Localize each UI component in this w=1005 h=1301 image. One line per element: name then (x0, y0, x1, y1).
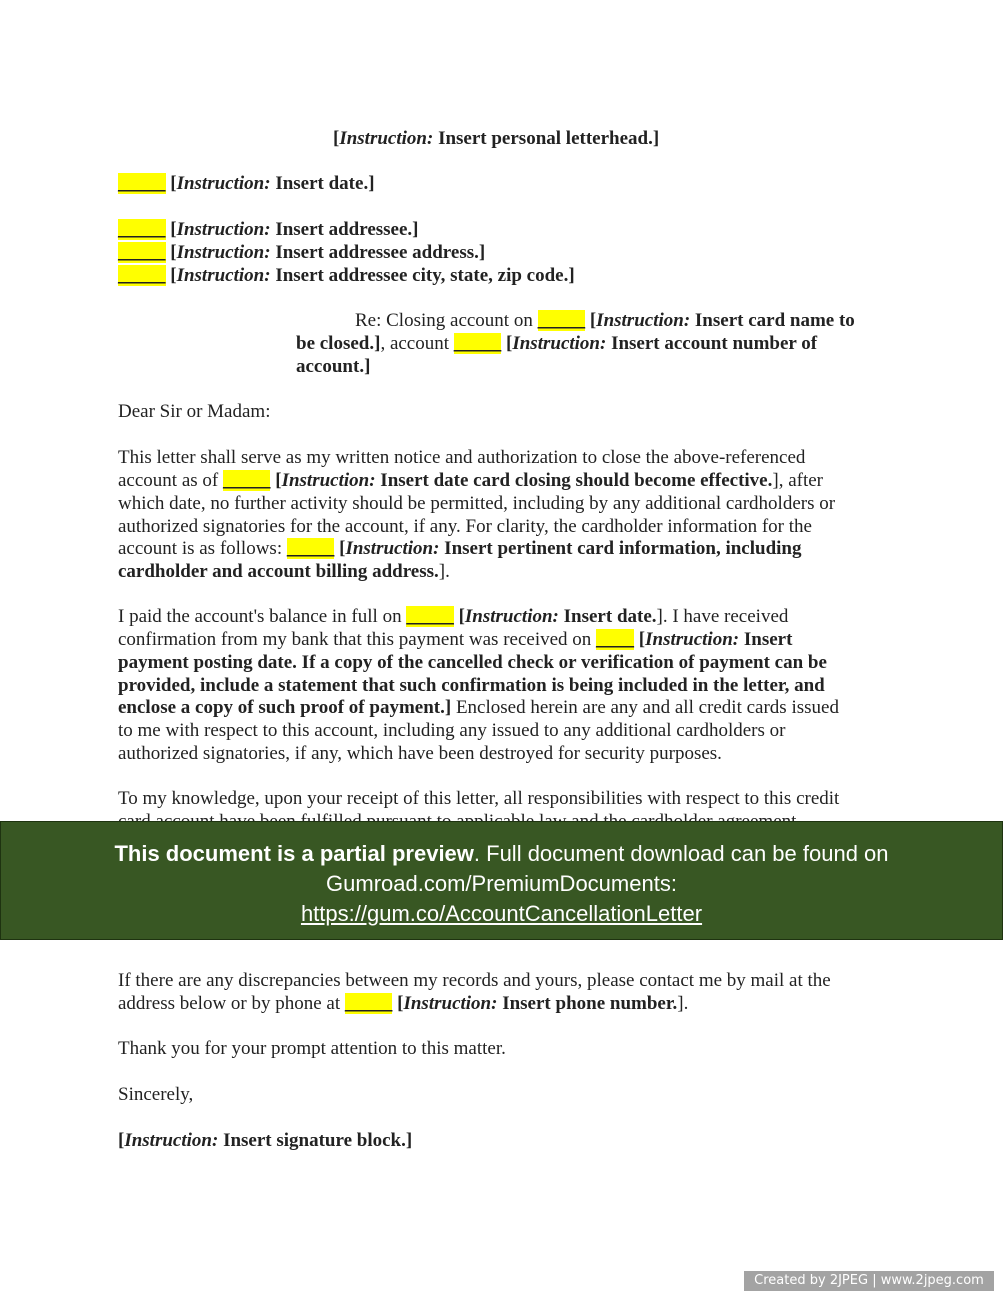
preview-banner (0, 821, 1003, 940)
banner-line-1: This document is a partial preview. Full document download can be found on (114, 841, 889, 866)
p3-line: To my knowledge, upon your receipt of this letter, all responsibilities with respect to this credit (118, 788, 840, 809)
banner-line-2: Gumroad.com/PremiumDocuments: (326, 871, 677, 896)
re-line-1: Re: Closing account on _____ [Instruction: Insert card name to (355, 310, 855, 331)
closing-line: Sincerely, (118, 1084, 194, 1105)
watermark: Created by 2JPEG | www.2jpeg.com (744, 1271, 994, 1291)
p2-line: confirmation from my bank that this payment was received on ____ [Instruction: Insert (118, 629, 793, 650)
p2-line: enclose a copy of such proof of payment.] Enclosed herein are any and all credit cards issued (118, 697, 839, 718)
p1-line: cardholder and account billing address.]. (118, 561, 450, 582)
re-line-2: be closed.], account _____ [Instruction: Insert account number of (296, 333, 818, 354)
p1-line: account is as follows: _____ [Instruction: Insert pertinent card information, including (118, 538, 802, 559)
salutation: Dear Sir or Madam: (118, 401, 271, 422)
date-line: _____ [Instruction: Insert date.] (118, 173, 375, 194)
p2-line: authorized signatories, if any, which have been destroyed for security purposes. (118, 743, 722, 764)
p2-line: provided, include a statement that such confirmation is being included in the letter, and (118, 675, 825, 696)
p2-line: I paid the account's balance in full on _____ [Instruction: Insert date.]. I have received (118, 606, 789, 627)
p2-line: payment posting date. If a copy of the cancelled check or verification of payment can be (118, 652, 827, 673)
p4-line: If there are any discrepancies between my records and yours, please contact me by mail at the (118, 970, 831, 991)
re-line-3: account.] (296, 356, 371, 377)
date-blank: _____ (118, 173, 166, 194)
letterhead-instruction: [Instruction: Insert personal letterhead.] (333, 128, 660, 149)
addressee-address-line: _____ [Instruction: Insert addressee address.] (118, 242, 486, 263)
addressee-city-line: _____ [Instruction: Insert addressee city, state, zip code.] (118, 265, 575, 286)
addressee-line: _____ [Instruction: Insert addressee.] (118, 219, 419, 240)
thanks-line: Thank you for your prompt attention to this matter. (118, 1038, 506, 1059)
p1-line: account as of _____ [Instruction: Insert date card closing should become effective.], after (118, 470, 824, 491)
p4-line: address below or by phone at _____ [Instruction: Insert phone number.]. (118, 993, 689, 1014)
p1-line: This letter shall serve as my written notice and authorization to close the above-referenced (118, 447, 806, 468)
p1-line: which date, no further activity should be permitted, including by any additional cardholders or (118, 493, 836, 514)
p2-line: to me with respect to this account, including any issued to any additional cardholders or (118, 720, 786, 741)
p1-line: authorized signatories for the account, if any. For clarity, the cardholder information for the (118, 516, 812, 537)
signature-instruction: [Instruction: Insert signature block.] (118, 1130, 413, 1151)
download-link[interactable]: https://gum.co/AccountCancellationLetter (300, 901, 703, 926)
